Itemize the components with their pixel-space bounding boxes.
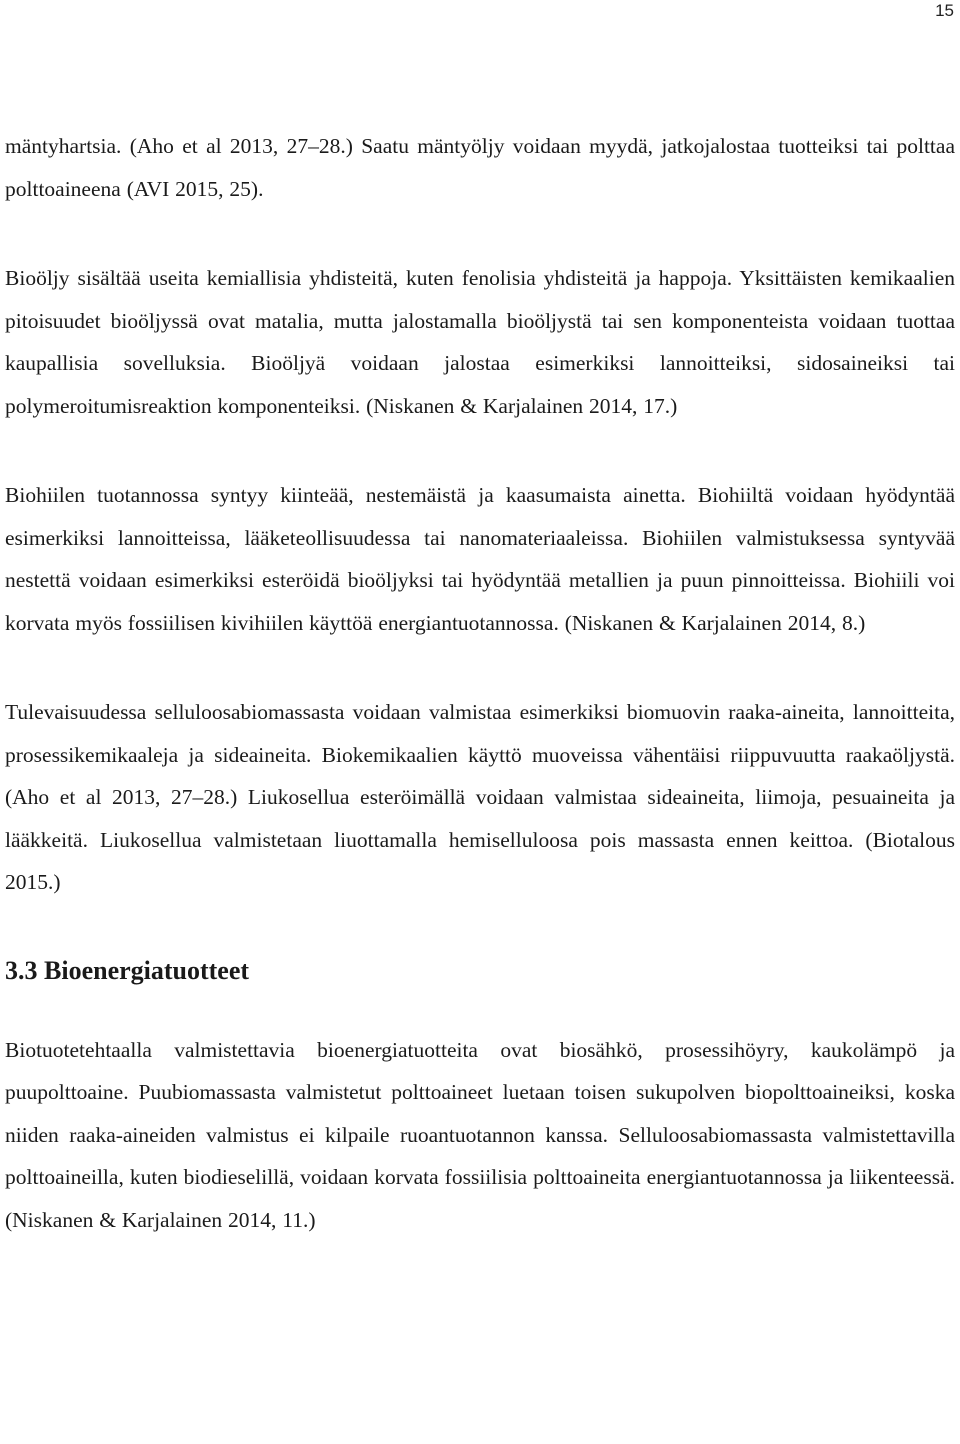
page-number: 15 [935,1,954,20]
paragraph-pine-oil: mäntyhartsia. (Aho et al 2013, 27–28.) Saatu mäntyöljy voidaan myydä, jatkojalostaa tuotteiksi tai polttaa polttoaineena (AVI 2015, 25). [5,134,955,201]
paragraph-cellulose-biomass: Tulevaisuudessa selluloosabiomassasta voidaan valmistaa esimerkiksi biomuovin raaka-aineita, lannoitteita, prosessikemikaaleja ja sideaineita. Biokemikaalien käyttö muoveissa vähentäisi riippuvuutta raakaöljystä. (Aho et al 2013, 27–28.) Liukosellua esteröimällä voidaan valmistaa sideaineita, liimoja, pesuaineita ja lääkkeitä. Liukosellua valmistetaan liuottamalla hemiselluloosa pois massasta ennen keittoa. (Biotalous 2015.) [5,700,955,894]
paragraph-bioenergy-products: Biotuotetehtaalla valmistettavia bioenergiatuotteita ovat biosähkö, prosessihöyry, kaukolämpö ja puupolttoaine. Puubiomassasta valmistetut polttoaineet luetaan toisen sukupolven biopolttoaineiksi, koska niiden raaka-aineiden valmistus ei kilpaile ruoantuotannon kanssa. Selluloosabiomassasta valmistettavilla polttoaineilla, kuten biodieselillä, voidaan korvata fossiilisia polttoaineita energiantuotannossa ja liikenteessä. (Niskanen & Karjalainen 2014, 11.) [5,1037,955,1232]
section-heading: 3.3 Bioenergiatuotteet [5,955,250,985]
paragraph-bio-oil: Bioöljy sisältää useita kemiallisia yhdisteitä, kuten fenolisia yhdisteitä ja happoja. Yksittäisten kemikaalien pitoisuudet bioöljyssä ovat matalia, mutta jalostamalla bioöljystä tai sen komponenteista voidaan tuottaa kaupallisia sovelluksia. Bioöljyä voidaan jalostaa esimerkiksi lannoitteiksi, sidosaineiksi tai polymeroitumisreaktion komponenteiksi. (Niskanen & Karjalainen 2014, 17.) [5,266,955,418]
document-body [5,125,955,1288]
paragraph-biochar: Biohiilen tuotannossa syntyy kiinteää, nestemäistä ja kaasumaista ainetta. Biohiiltä voidaan hyödyntää esimerkiksi lannoitteissa, lääketeollisuudessa tai nanomateriaaleissa. Biohiilen valmistuksessa syntyvää nestettä voidaan esimerkiksi esteröidä bioöljyksi tai hyödyntää metallien ja puun pinnoitteissa. Biohiili voi korvata myös fossiilisen kivihiilen käyttöä energiantuotannossa. (Niskanen & Karjalainen 2014, 8.) [5,483,955,635]
